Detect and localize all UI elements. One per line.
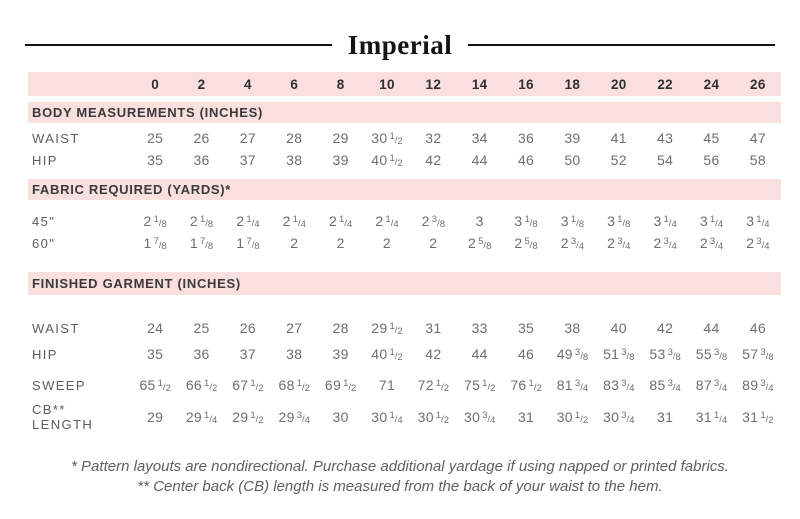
table-cell: 26 — [193, 130, 210, 146]
table-cell: 1 7/8 — [236, 235, 260, 252]
fraction: 1/4 — [663, 213, 677, 230]
table-cell: 3 1/8 — [560, 213, 585, 230]
fraction: 3/8 — [667, 346, 681, 363]
table-cell: 2 1/4 — [236, 213, 260, 230]
table-cell: 40 1/2 — [371, 346, 403, 363]
table-row — [28, 232, 781, 254]
table-cell: 29 — [332, 130, 349, 146]
fraction: 3/8 — [713, 346, 728, 363]
fraction: 7/8 — [199, 235, 214, 252]
table-cell: 29 1/4 — [185, 409, 218, 426]
fraction: 1/4 — [292, 213, 306, 230]
row-label-line: HIP — [32, 152, 58, 168]
table-cell: 47 — [749, 130, 766, 146]
table-row — [28, 210, 781, 232]
fraction: 1/2 — [574, 409, 589, 426]
table-cell: 28 — [332, 320, 349, 336]
fraction: 3/4 — [621, 409, 635, 426]
table-cell: 39 — [564, 130, 581, 146]
fraction: 3/4 — [574, 377, 589, 394]
table-cell: 51 3/8 — [603, 346, 635, 363]
row-label-line: LENGTH — [32, 417, 94, 432]
table-cell: 36 — [193, 152, 210, 168]
table-cell: 35 — [147, 346, 164, 362]
section-heading: FABRIC REQUIRED (YARDS)* — [28, 179, 781, 200]
table-cell: 27 — [239, 130, 256, 146]
footnote-pattern-layouts: * Pattern layouts are nondirectional. Purchase additional yardage if using napped or printed fabrics. — [71, 458, 729, 475]
row-label-line: WAIST — [32, 130, 80, 146]
size-column-header: 2 — [197, 76, 206, 92]
fraction: 3/4 — [667, 377, 681, 394]
row-label — [28, 347, 132, 362]
fraction: 1/2 — [250, 409, 264, 426]
table-cell: 50 — [564, 152, 581, 168]
table-cell: 2 3/4 — [607, 235, 631, 252]
table-cell: 43 — [657, 130, 674, 146]
fraction: 3/8 — [621, 346, 635, 363]
size-column-header: 24 — [703, 76, 720, 92]
fraction: 1/2 — [157, 377, 171, 394]
size-column-header: 8 — [336, 76, 345, 92]
table-cell: 31 — [517, 409, 535, 425]
table-cell: 3 1/4 — [653, 213, 677, 230]
table-row — [28, 127, 781, 149]
size-column-header: 16 — [518, 76, 534, 92]
row-label-line: SWEEP — [32, 377, 86, 393]
table-cell: 2 — [336, 235, 345, 251]
table-cell: 68 1/2 — [278, 377, 310, 394]
table-cell: 29 — [147, 409, 164, 425]
table-cell: 27 — [286, 320, 303, 336]
table-cell: 42 — [657, 320, 674, 336]
row-label — [28, 321, 132, 336]
table-cell: 38 — [286, 152, 303, 168]
fraction: 3/4 — [296, 409, 310, 426]
table-cell: 87 3/4 — [695, 377, 728, 394]
table-cell: 44 — [471, 346, 488, 362]
fraction: 1/2 — [389, 130, 403, 147]
fraction: 1/2 — [435, 377, 450, 394]
fraction: 1/4 — [709, 213, 724, 230]
fraction: 1/8 — [524, 213, 538, 230]
fraction: 1/2 — [760, 409, 774, 426]
fraction: 1/2 — [435, 409, 450, 426]
table-cell: 58 — [749, 152, 766, 168]
table-cell: 2 3/4 — [699, 235, 724, 252]
table-cell: 25 — [193, 320, 210, 336]
fraction: 1/4 — [339, 213, 353, 230]
table-cell: 2 3/4 — [560, 235, 585, 252]
table-cell: 26 — [239, 320, 256, 336]
table-cell: 66 1/2 — [185, 377, 218, 394]
size-column-header: 14 — [471, 76, 488, 92]
fraction: 1/2 — [482, 377, 496, 394]
table-cell: 30 1/2 — [417, 409, 450, 426]
size-column-header: 18 — [564, 76, 581, 92]
table-cell: 24 — [147, 320, 164, 336]
table-cell: 71 — [378, 377, 396, 393]
fraction: 3/4 — [760, 377, 774, 394]
size-header-row — [28, 72, 781, 96]
fraction: 1/4 — [246, 213, 260, 230]
table-section — [28, 102, 781, 171]
table-cell: 30 1/2 — [556, 409, 589, 426]
table-cell: 30 — [332, 409, 349, 425]
fraction: 3/8 — [574, 346, 589, 363]
table-cell: 3 1/8 — [514, 213, 538, 230]
measurement-table — [28, 72, 781, 437]
size-column-header: 12 — [425, 76, 442, 92]
table-cell: 36 — [193, 346, 210, 362]
fraction: 1/2 — [204, 377, 218, 394]
fraction: 1/4 — [385, 213, 399, 230]
table-cell: 2 — [429, 235, 438, 251]
table-cell: 67 1/2 — [232, 377, 264, 394]
table-cell: 2 5/8 — [514, 235, 538, 252]
table-cell: 29 1/2 — [232, 409, 264, 426]
table-cell: 44 — [471, 152, 488, 168]
table-cell: 37 — [239, 152, 256, 168]
section-rows — [28, 210, 781, 254]
table-cell: 39 — [332, 152, 349, 168]
size-column-header: 4 — [243, 76, 252, 92]
table-cell: 31 1/2 — [742, 409, 774, 426]
table-cell: 36 — [517, 130, 535, 146]
table-cell: 46 — [749, 320, 766, 336]
fraction: 1/4 — [389, 409, 403, 426]
fraction: 3/4 — [617, 235, 631, 252]
table-section — [28, 272, 781, 437]
table-cell: 89 3/4 — [742, 377, 774, 394]
row-label — [28, 402, 132, 432]
row-label-line: HIP — [32, 346, 58, 362]
table-cell: 30 1/4 — [371, 409, 403, 426]
table-cell: 35 — [517, 320, 535, 336]
table-cell: 46 — [517, 346, 535, 362]
table-cell: 72 1/2 — [417, 377, 450, 394]
table-cell: 33 — [471, 320, 488, 336]
table-cell: 53 3/8 — [649, 346, 681, 363]
section-rows — [28, 127, 781, 171]
table-cell: 37 — [239, 346, 256, 362]
size-column-header: 20 — [610, 76, 627, 92]
table-cell: 35 — [147, 152, 164, 168]
table-cell: 57 3/8 — [742, 346, 774, 363]
table-cell: 2 1/8 — [189, 213, 214, 230]
table-cell: 32 — [425, 130, 442, 146]
title-rule-right — [468, 44, 775, 46]
table-cell: 2 1/4 — [328, 213, 353, 230]
table-cell: 38 — [564, 320, 581, 336]
table-cell: 3 1/8 — [607, 213, 631, 230]
fraction: 3/4 — [709, 235, 724, 252]
fraction: 3/4 — [663, 235, 677, 252]
table-row — [28, 373, 781, 397]
table-cell: 1 7/8 — [189, 235, 214, 252]
fraction: 3/4 — [570, 235, 585, 252]
table-cell: 38 — [286, 346, 303, 362]
table-cell: 56 — [703, 152, 720, 168]
row-label-line: WAIST — [32, 320, 80, 336]
table-cell: 30 1/2 — [371, 130, 403, 147]
table-cell: 2 5/8 — [468, 235, 492, 252]
fraction: 3/8 — [431, 213, 445, 230]
fraction: 3/8 — [760, 346, 774, 363]
fraction: 1/4 — [713, 409, 728, 426]
table-row — [28, 149, 781, 171]
size-column-header: 0 — [151, 76, 160, 92]
table-cell: 2 1/8 — [143, 213, 167, 230]
fraction: 1/8 — [570, 213, 585, 230]
table-cell: 31 — [657, 409, 674, 425]
fraction: 1/2 — [389, 320, 403, 337]
table-cell: 29 3/4 — [278, 409, 310, 426]
table-cell: 42 — [425, 152, 442, 168]
row-label — [28, 153, 132, 168]
fraction: 5/8 — [478, 235, 492, 252]
table-cell: 2 3/4 — [653, 235, 677, 252]
table-cell: 3 — [475, 213, 484, 229]
table-cell: 2 1/4 — [282, 213, 306, 230]
table-cell: 54 — [657, 152, 674, 168]
fraction: 7/8 — [153, 235, 167, 252]
table-cell: 2 3/8 — [421, 213, 445, 230]
table-cell: 45 — [703, 130, 720, 146]
table-cell: 34 — [471, 130, 488, 146]
table-cell: 85 3/4 — [649, 377, 681, 394]
table-cell: 3 1/4 — [746, 213, 770, 230]
table-cell: 30 3/4 — [603, 409, 635, 426]
fraction: 3/4 — [756, 235, 770, 252]
fraction: 3/4 — [621, 377, 635, 394]
footnotes — [0, 457, 800, 497]
table-cell: 81 3/4 — [556, 377, 589, 394]
size-column-header: 6 — [290, 76, 299, 92]
table-cell: 49 3/8 — [556, 346, 589, 363]
table-cell: 42 — [425, 346, 442, 362]
table-cell: 69 1/2 — [324, 377, 357, 394]
size-column-header: 10 — [379, 76, 395, 92]
size-column-header: 26 — [750, 76, 766, 92]
fraction: 1/8 — [199, 213, 214, 230]
table-row — [28, 397, 781, 437]
table-cell: 29 1/2 — [371, 320, 403, 337]
fraction: 1/2 — [528, 377, 542, 394]
row-label-line: 45" — [32, 213, 56, 229]
fraction: 1/2 — [296, 377, 310, 394]
title-row — [25, 28, 775, 62]
table-cell: 55 3/8 — [695, 346, 728, 363]
table-cell: 31 — [425, 320, 442, 336]
table-cell: 41 — [610, 130, 627, 146]
table-cell: 40 — [610, 320, 627, 336]
table-cell: 65 1/2 — [139, 377, 171, 394]
fraction: 1/2 — [250, 377, 264, 394]
table-cell: 28 — [286, 130, 303, 146]
page-title: Imperial — [347, 29, 453, 60]
table-cell: 30 3/4 — [463, 409, 496, 426]
section-heading: BODY MEASUREMENTS (INCHES) — [28, 102, 781, 123]
fraction: 1/2 — [389, 152, 403, 169]
table-cell: 3 1/4 — [699, 213, 724, 230]
table-cell: 46 — [517, 152, 535, 168]
section-heading: FINISHED GARMENT (INCHES) — [28, 272, 781, 295]
row-label-line: CB** — [32, 402, 66, 417]
table-cell: 2 — [290, 235, 299, 251]
footnote-center-back: ** Center back (CB) length is measured from the back of your waist to the hem. — [137, 478, 663, 495]
fraction: 1/8 — [617, 213, 631, 230]
size-column-header: 22 — [657, 76, 673, 92]
table-cell: 40 1/2 — [371, 152, 403, 169]
row-label — [28, 378, 132, 393]
table-cell: 44 — [703, 320, 720, 336]
title-rule-left — [25, 44, 332, 46]
fraction: 1/2 — [343, 377, 357, 394]
row-label — [28, 236, 132, 251]
table-cell: 2 3/4 — [746, 235, 770, 252]
row-label — [28, 131, 132, 146]
section-rows — [28, 315, 781, 437]
fraction: 1/4 — [756, 213, 770, 230]
table-row — [28, 341, 781, 367]
fraction: 3/4 — [482, 409, 496, 426]
table-cell: 25 — [147, 130, 164, 146]
fraction: 5/8 — [524, 235, 538, 252]
fraction: 1/4 — [204, 409, 218, 426]
row-label — [28, 214, 132, 229]
table-cell: 52 — [610, 152, 627, 168]
fraction: 1/8 — [153, 213, 167, 230]
table-cell: 31 1/4 — [695, 409, 728, 426]
table-cell: 83 3/4 — [603, 377, 635, 394]
fraction: 3/4 — [713, 377, 728, 394]
table-row — [28, 315, 781, 341]
table-cell: 1 7/8 — [143, 235, 167, 252]
table-cell: 39 — [332, 346, 349, 362]
fraction: 1/2 — [389, 346, 403, 363]
table-section — [28, 179, 781, 254]
table-cell: 75 1/2 — [463, 377, 496, 394]
fraction: 7/8 — [246, 235, 260, 252]
table-cell: 2 — [382, 235, 392, 251]
table-cell: 76 1/2 — [510, 377, 542, 394]
table-cell: 2 1/4 — [375, 213, 399, 230]
row-label-line: 60" — [32, 235, 56, 251]
